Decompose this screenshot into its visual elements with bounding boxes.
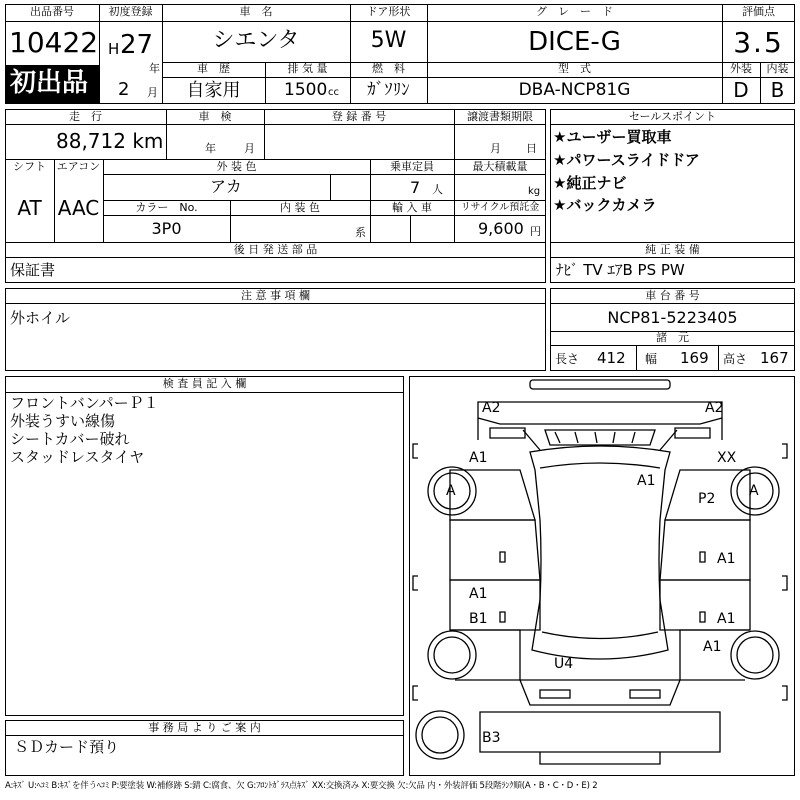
sales-point-2: ★パワースライドドア [553, 151, 700, 169]
mark-a-tire-front-right: A [749, 483, 759, 499]
door-label: ドア形状 [366, 5, 411, 18]
inspector-label: 検 査 員 記 入 欄 [162, 377, 247, 390]
grade-label: グ レ ー ド [536, 5, 613, 18]
damage-diagram-frame [409, 376, 795, 776]
mark-a2-front-right: A2 [705, 400, 724, 416]
mark-a1-front-left: A1 [469, 450, 488, 466]
chassis-number-label: 車 台 番 号 [645, 289, 700, 302]
office-label: 事 務 局 よ り ご 案 内 [148, 721, 261, 734]
score: 3.5 [733, 26, 784, 59]
inspector-line-1: フロントバンパーＰ１ [10, 394, 159, 412]
mark-a1-right-rear-door: A1 [717, 611, 736, 627]
mark-a1-right-front-door: A1 [717, 551, 736, 567]
model-label: 型 式 [558, 62, 591, 75]
height-label: 高さ [723, 352, 748, 366]
lot-number-label: 出品番号 [30, 5, 74, 18]
sales-point-label: セールスポイント [628, 110, 716, 123]
first-listing-text: 初出品 [10, 68, 89, 98]
legend: A:ｷｽﾞ U:ﾍｺﾐ B:ｷｽﾞを伴うﾍｺﾐ P:要塗装 W:補修跡 S:錆 C:腐食、欠 G:ﾌﾛﾝﾄｶﾞﾗｽ点ｷｽﾞ XX:交換済み X:要交換 欠:欠品 内・外装評価 5段階ﾗﾝｸ順(A・B・C・D・E) 2 [5, 781, 598, 791]
mark-a1-right-quarter: A1 [703, 639, 722, 655]
displacement-unit: cc [328, 87, 339, 98]
recycle-unit: 円 [530, 225, 541, 238]
interior-grade-label: 内装 [766, 62, 789, 75]
caution-label: 注 意 事 項 欄 [241, 289, 310, 302]
length: 412 [597, 349, 626, 367]
exterior-grade-label: 外装 [730, 62, 752, 75]
exterior-grade: D [733, 78, 749, 102]
car-name-label: 車 名 [239, 5, 273, 18]
inspector-line-2: 外装うすい線傷 [10, 412, 116, 430]
width: 169 [680, 349, 709, 367]
grade: DICE-G [528, 27, 621, 57]
mark-a-tire-front-left: A [446, 483, 456, 499]
import-car-label: 輸 入 車 [392, 201, 432, 214]
first-registration-label: 初度登録 [108, 5, 153, 18]
mileage: 88,712 km [56, 129, 164, 153]
transfer-deadline-label: 譲渡書類期限 [467, 110, 533, 123]
mark-a1-hood: A1 [637, 473, 656, 489]
sales-point-4: ★バックカメラ [553, 196, 657, 214]
score-label: 評価点 [742, 5, 775, 18]
shift: AT [17, 196, 42, 220]
exterior-color: アカ [210, 177, 242, 196]
history-label: 車 歴 [197, 62, 230, 75]
model: DBA-NCP81G [518, 80, 631, 100]
ac-label: エアコン [56, 160, 101, 173]
dimensions-label: 諸 元 [656, 331, 689, 344]
interior-grade: B [770, 78, 785, 102]
equipment-label: 純 正 装 備 [645, 243, 700, 256]
recycle-deposit: 9,600 [478, 219, 524, 238]
equipment: ﾅﾋﾞ TV ｴｱB PS PW [556, 261, 685, 279]
mark-p2-right: P2 [698, 491, 716, 507]
caution-text: 外ホイル [10, 309, 71, 327]
shift-label: シフト [13, 160, 46, 173]
chassis-number: NCP81-5223405 [607, 308, 738, 327]
car-name: シエンタ [212, 28, 300, 53]
color-number: 3P0 [151, 219, 182, 238]
inspector-line-4: スタッドレスタイヤ [10, 448, 145, 466]
transfer-day-unit: 日 [526, 142, 537, 155]
mark-xx-front-right: XX [717, 450, 737, 466]
fuel-label: 燃 料 [372, 62, 405, 75]
door-type: 5W [370, 28, 407, 53]
inspector-line-3: シートカバー破れ [10, 430, 130, 448]
lot-number: 10422 [9, 26, 99, 59]
exterior-color-label: 外 装 色 [216, 160, 257, 173]
mileage-label: 走 行 [69, 110, 102, 123]
sales-point-1: ★ユーザー買取車 [553, 128, 672, 146]
mark-b3-rear: B3 [482, 730, 501, 746]
capacity: 7 [410, 178, 421, 197]
inspection-label: 車 検 [198, 110, 232, 123]
era: H [108, 40, 120, 58]
registration-year: 27 [120, 30, 154, 60]
inspection-year-unit: 年 [205, 142, 216, 155]
registration-month: 2 [118, 79, 130, 100]
capacity-unit: 人 [432, 183, 443, 196]
office-text: ＳＤカード預り [14, 738, 120, 756]
month-unit: 月 [147, 86, 158, 99]
interior-color-unit: 系 [355, 226, 366, 239]
capacity-label: 乗車定員 [390, 160, 434, 173]
inspection-month-unit: 月 [244, 142, 255, 155]
load-unit: kg [528, 186, 541, 197]
shipped-parts-label: 後 日 発 送 部 品 [233, 243, 318, 256]
color-number-label: カラー No. [135, 201, 198, 214]
displacement: 1500 [284, 80, 328, 100]
mark-a1-left-rear: A1 [469, 586, 488, 602]
mark-u4-rear: U4 [554, 656, 574, 672]
air-conditioner: AAC [57, 196, 100, 220]
transfer-month-unit: 月 [490, 142, 501, 155]
interior-color-label: 内 装 色 [280, 201, 320, 214]
mark-a2-front-left: A2 [482, 400, 501, 416]
width-label: 幅 [645, 352, 658, 366]
max-load-label: 最大積載量 [472, 160, 528, 173]
displacement-label: 排 気 量 [287, 62, 328, 75]
length-label: 長さ [555, 352, 580, 366]
sales-point-3: ★純正ナビ [553, 174, 627, 192]
height: 167 [760, 349, 789, 367]
recycle-deposit-label: リサイクル預託金 [460, 202, 540, 213]
registration-number-label: 登 録 番 号 [331, 110, 387, 123]
mark-b1-left-rear: B1 [469, 611, 488, 627]
shipped-parts: 保証書 [10, 261, 56, 279]
history: 自家用 [186, 80, 241, 101]
fuel: ｶﾞｿﾘﾝ [367, 80, 410, 100]
year-unit: 年 [149, 62, 160, 75]
